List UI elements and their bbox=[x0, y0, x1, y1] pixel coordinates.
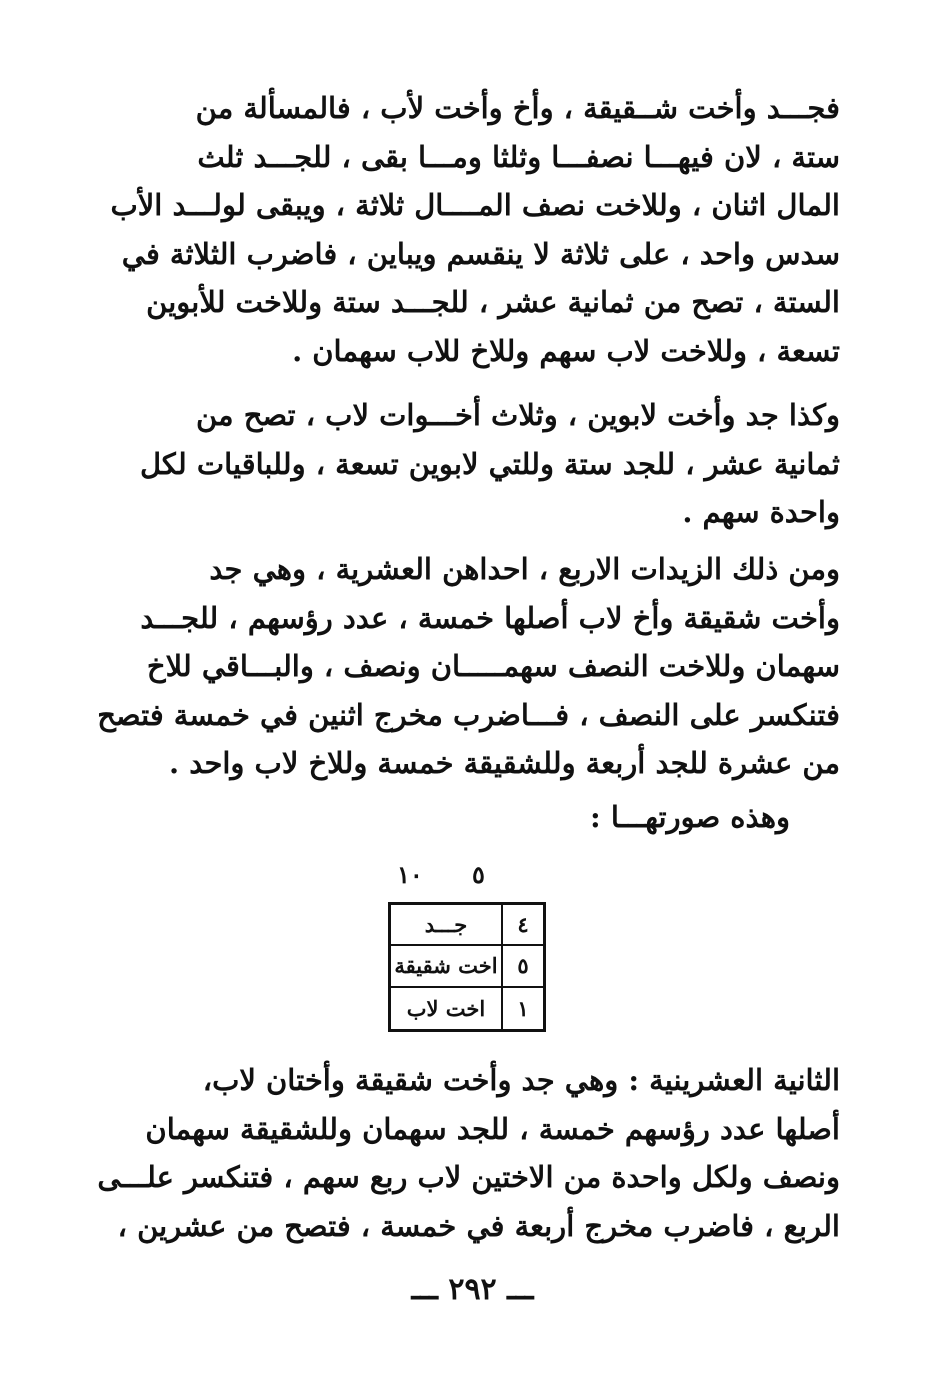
text-line: فتنكسر على النصف ، فـــاضرب مخرج اثنين في خمسة فتصح bbox=[97, 697, 840, 732]
table-cell-share: ٥ bbox=[501, 946, 543, 987]
text-line: تسعة ، وللاخت لاب سهم وللاخ للاب سهمان . bbox=[292, 333, 840, 368]
paragraph-2 bbox=[95, 391, 840, 537]
text-line: أصلها عدد رؤسهم خمسة ، للجد سهمان وللشقيقة سهمان bbox=[145, 1111, 840, 1146]
table-cell-share: ٤ bbox=[501, 905, 543, 946]
table-column-header: ٥ bbox=[472, 860, 485, 889]
text-line: ونصف ولكل واحدة من الاختين لاب ربع سهم ، فتنكسر علـــى bbox=[97, 1160, 840, 1194]
text-line: من عشرة للجد أربعة وللشقيقة خمسة وللاخ لاب واحد . bbox=[169, 746, 840, 780]
paragraph-3 bbox=[95, 545, 840, 788]
inheritance-share-table bbox=[388, 902, 546, 1032]
table-column-header: ١٠ bbox=[397, 860, 423, 889]
table-cell-heir: اخت شقيقة bbox=[391, 946, 501, 987]
text-line: سدس واحد ، على ثلاثة لا ينقسم ويباين ، فاضرب الثلاثة في bbox=[121, 236, 840, 271]
text-line: المال اثنان ، وللاخت نصف المــــال ثلاثة ، ويبقى لولـــد الأب bbox=[110, 188, 840, 222]
text-line: فجـــد وأخت شــقيقة ، وأخ وأخت لأب ، فالمسألة من bbox=[195, 91, 840, 125]
text-line: سهمان وللاخت النصف سهمـــــان ونصف ، والبـــاقي للاخ bbox=[146, 649, 840, 683]
table-cell-heir: جـــد bbox=[391, 905, 501, 946]
text-line: الستة ، تصح من ثمانية عشر ، للجـــد ستة وللاخت للأبوين bbox=[146, 285, 840, 319]
table-caption: وهذه صورتهـــا : bbox=[590, 800, 790, 834]
text-line: ومن ذلك الزيدات الاربع ، احداهن العشرية ، وهي جد bbox=[209, 552, 840, 586]
text-line: ثمانية عشر ، للجد ستة وللتي لابوين تسعة ، وللباقيات لكل bbox=[139, 446, 840, 481]
text-line: واحدة سهم . bbox=[682, 495, 840, 529]
text-line: الربع ، فاضرب مخرج أربعة في خمسة ، فتصح من عشرين ، bbox=[117, 1208, 840, 1243]
paragraph-4 bbox=[95, 1056, 840, 1250]
page-number: ـــ ٢٩٢ ـــ bbox=[411, 1272, 534, 1307]
text-line: وكذا جد وأخت لابوين ، وثلاث أخـــوات لاب ، تصح من bbox=[195, 398, 840, 432]
table-cell-share: ١ bbox=[501, 988, 543, 1029]
text-line: وأخت شقيقة وأخ لاب أصلها خمسة ، عدد رؤسهم ، للجـــد bbox=[140, 600, 840, 635]
table-cell-heir: اخت لاب bbox=[406, 995, 486, 1021]
text-line: ستة ، لان فيهـــا نصفـــا وثلثا ومـــا بقى ، للجـــد ثلث bbox=[197, 139, 840, 174]
paragraph-1 bbox=[95, 84, 840, 375]
text-line: الثانية العشرينية : وهي جد وأخت شقيقة وأختان لاب، bbox=[202, 1063, 840, 1097]
